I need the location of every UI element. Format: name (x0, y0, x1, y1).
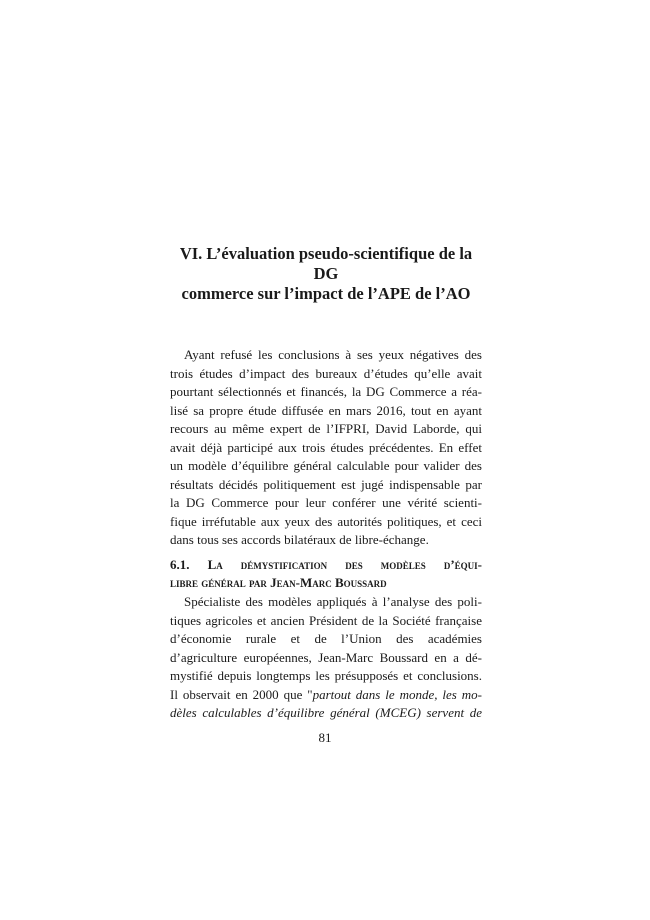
text-line: d’agriculture européennes, Jean-Marc Boussard en a dé- (170, 649, 482, 665)
chapter-title-line: VI. L’évaluation pseudo-scientifique de la DG (179, 244, 473, 283)
text-line: un modèle d’équilibre général calculable pour valider des (170, 458, 482, 473)
text-line: dans tous ses accords bilatéraux de libre-échange. (170, 532, 429, 547)
section-heading-line (170, 574, 482, 592)
body-paragraph (170, 346, 482, 550)
text-line: Spécialiste des modèles appliqués à l’analyse des poli- (184, 594, 482, 609)
text-fragment: Il observait en 2000 que " (170, 686, 313, 702)
text-line: d’économie rurale et de l’Union des académies (170, 631, 482, 646)
text-line: tiques agricoles et ancien Président de la Société française (170, 612, 482, 628)
chapter-title-line: commerce sur l’impact de l’APE de l’AO (181, 284, 471, 303)
text-line (170, 686, 482, 705)
quote-fragment: partout dans le monde, les mo- (312, 686, 482, 702)
text-line: recours au même expert de l’IFPRI, David Laborde, qui (170, 421, 482, 436)
text-line: avait déjà participé aux trois études précédentes. En effet (170, 439, 482, 455)
chapter-title (170, 244, 482, 304)
text-line: lisé sa propre étude diffusée en mars 2016, tout en ayant (170, 402, 482, 418)
text-line: la DG Commerce pour leur conférer une vérité scienti- (170, 495, 482, 510)
text-line: fique irréfutable aux yeux des autorités politiques, et ceci (170, 513, 482, 529)
section-heading-text: La démystification des modèles d’équi- (207, 557, 482, 572)
section-number: 6.1. (170, 557, 190, 572)
body-paragraph (170, 593, 482, 723)
text-line: mystifié depuis longtemps les présupposés et conclusions. (170, 668, 482, 683)
text-line: résultats décidés politiquement est jugé indispensable par (170, 476, 482, 492)
section-heading-text: libre général par (170, 575, 267, 590)
section-heading (170, 556, 482, 592)
quote-line: dèles calculables d’équilibre général (MCEG) servent de (170, 705, 482, 720)
section-heading-line (170, 556, 482, 574)
text-line: pourtant sélectionnés et financés, la DG Commerce a réa- (170, 384, 482, 399)
section-heading-author: Jean-Marc Boussard (270, 575, 387, 590)
text-line: Ayant refusé les conclusions à ses yeux négatives des (184, 347, 482, 362)
text-line: trois études d’impact des bureaux d’études qu’elle avait (170, 365, 482, 381)
page-number: 81 (318, 730, 332, 745)
